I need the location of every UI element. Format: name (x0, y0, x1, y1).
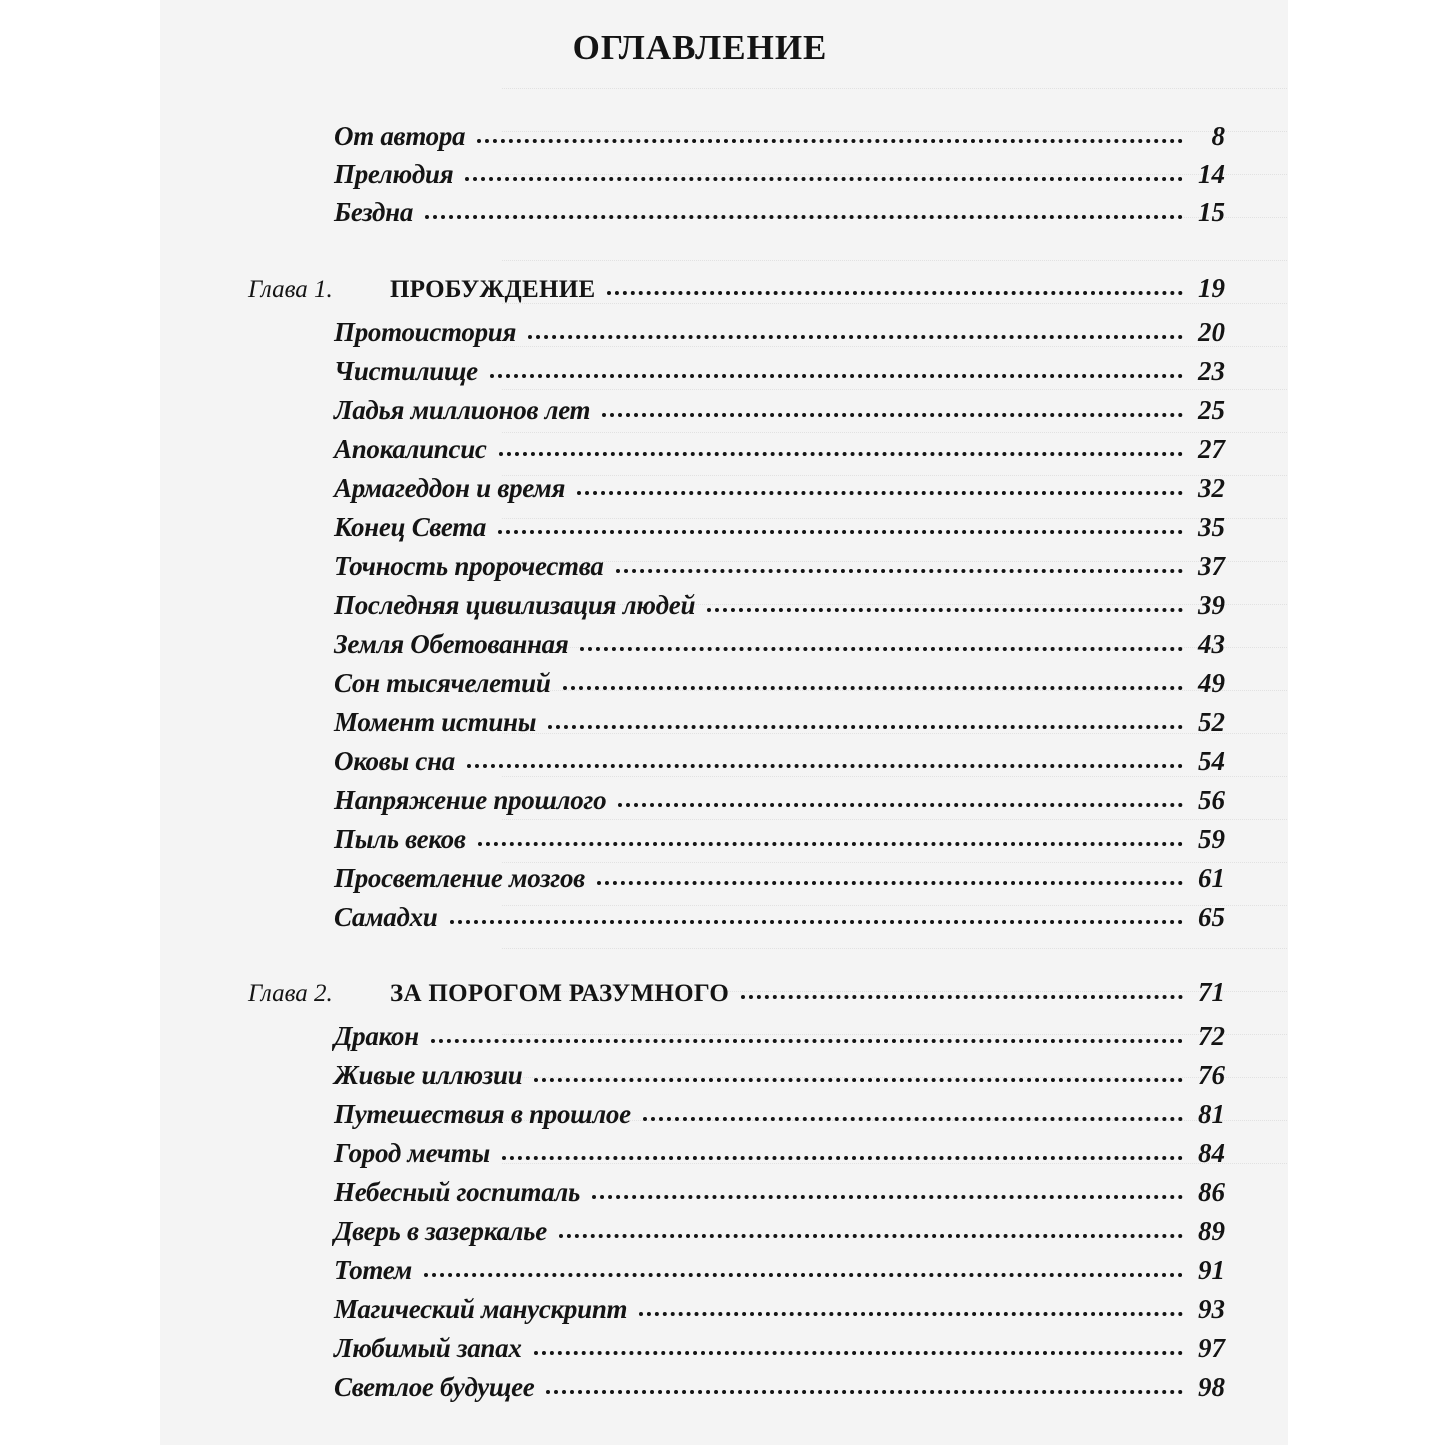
toc-entry-page: 56 (1198, 785, 1225, 815)
toc-entry (334, 1099, 1225, 1135)
toc-entry-label: Путешествия в прошлое (334, 1099, 631, 1129)
toc-entry-page: 43 (1198, 629, 1225, 659)
toc-entry-label: Последняя цивилизация людей (334, 590, 696, 620)
leader-dots (616, 569, 1183, 573)
toc-entry (334, 395, 1225, 431)
toc-entry-page: 8 (1211, 121, 1225, 151)
toc-entry-page: 27 (1198, 434, 1225, 464)
leader-dots (597, 881, 1183, 885)
toc-entry-page: 23 (1198, 356, 1225, 386)
leader-dots (559, 1234, 1183, 1238)
toc-entry-page: 91 (1198, 1255, 1225, 1285)
toc-entry-label: Магический манускрипт (334, 1294, 628, 1324)
toc-entry-page: 89 (1198, 1216, 1225, 1246)
toc-entry-label: Сон тысячелетий (334, 668, 551, 698)
leader-dots (607, 291, 1183, 295)
toc-entry-label: Небесный госпиталь (334, 1177, 580, 1207)
toc-entry-label: Тотем (334, 1255, 412, 1285)
toc-entry-label: Любимый запах (334, 1333, 522, 1363)
toc-entry-label: Напряжение прошлого (334, 785, 607, 815)
chapter-title: ПРОБУЖДЕНИЕ (390, 276, 596, 303)
leader-dots (477, 139, 1183, 143)
leader-dots (580, 647, 1183, 651)
leader-dots (499, 452, 1183, 456)
leader-dots (431, 1039, 1183, 1043)
leader-dots (563, 686, 1183, 690)
toc-entry-page: 65 (1198, 902, 1225, 932)
toc-entry-page: 86 (1198, 1177, 1225, 1207)
toc-entry-page: 97 (1198, 1333, 1225, 1363)
toc-entry (334, 668, 1225, 704)
toc-entry (334, 1021, 1225, 1057)
leader-dots (528, 335, 1183, 339)
toc-entry-label: Конец Света (334, 512, 487, 542)
leader-dots (592, 1195, 1183, 1199)
chapter-heading (248, 977, 1225, 1013)
toc-entry-label: Дракон (334, 1021, 419, 1051)
toc-entry-page: 20 (1198, 317, 1225, 347)
chapter-number: Глава 1. (248, 276, 333, 303)
toc-entry (334, 512, 1225, 548)
toc-entry-label: Прелюдия (334, 159, 454, 189)
toc-entry-label: Дверь в зазеркалье (334, 1216, 547, 1246)
toc-entry (334, 785, 1225, 821)
toc-entry (334, 551, 1225, 587)
toc-entry (334, 1294, 1225, 1330)
toc-entry (334, 1255, 1225, 1291)
leader-dots (465, 177, 1183, 181)
toc-entry (334, 434, 1225, 470)
toc-entry (334, 317, 1225, 353)
toc-entry-page: 76 (1198, 1060, 1225, 1090)
toc-title: ОГЛАВЛЕНИЕ (572, 28, 828, 67)
toc-entry-label: Светлое будущее (334, 1372, 535, 1402)
toc-entry (334, 863, 1225, 899)
leader-dots (707, 608, 1183, 612)
toc-entry (334, 1060, 1225, 1096)
toc-entry-label: Ладья миллионов лет (334, 395, 591, 425)
chapter-number: Глава 2. (248, 980, 333, 1007)
leader-dots (643, 1117, 1183, 1121)
toc-entry-page: 52 (1198, 707, 1225, 737)
leader-dots (741, 995, 1183, 999)
leader-dots (425, 215, 1183, 219)
leader-dots (424, 1273, 1183, 1277)
toc-entry-label: От автора (334, 121, 466, 151)
toc-entry-label: Город мечты (334, 1138, 490, 1168)
leader-dots (502, 1156, 1183, 1160)
toc-entry-page: 49 (1198, 668, 1225, 698)
toc-entry-label: Живые иллюзии (334, 1060, 523, 1090)
toc-entry-page: 93 (1198, 1294, 1225, 1324)
toc-entry (334, 1216, 1225, 1252)
toc-entry (334, 159, 1225, 195)
toc-entry (334, 197, 1225, 233)
toc-entry (334, 629, 1225, 665)
toc-entry-page: 37 (1198, 551, 1225, 581)
toc-entry (334, 1333, 1225, 1369)
chapter-title: ЗА ПОРОГОМ РАЗУМНОГО (390, 980, 730, 1007)
leader-dots (639, 1312, 1183, 1316)
toc-entry-page: 39 (1198, 590, 1225, 620)
toc-entry-label: Земля Обетованная (334, 629, 569, 659)
toc-entry (334, 1138, 1225, 1174)
toc-entry-label: Апокалипсис (334, 434, 487, 464)
toc-entry-page: 15 (1198, 197, 1225, 227)
toc-entry (334, 1177, 1225, 1213)
toc-entry-page: 54 (1198, 746, 1225, 776)
toc-entry-label: Просветление мозгов (334, 863, 585, 893)
toc-entry-label: Пыль веков (334, 824, 466, 854)
toc-entry-label: Самадхи (334, 902, 438, 932)
toc-entry (334, 902, 1225, 938)
toc-entry (334, 590, 1225, 626)
leader-dots (577, 491, 1183, 495)
toc-entry-label: Бездна (334, 197, 414, 227)
leader-dots (618, 803, 1183, 807)
leader-dots (534, 1351, 1183, 1355)
leader-dots (490, 374, 1183, 378)
chapter-heading (248, 273, 1225, 309)
toc-entry (334, 121, 1225, 157)
leader-dots (548, 725, 1183, 729)
toc-entry-label: Точность пророчества (334, 551, 604, 581)
toc-entry-page: 25 (1198, 395, 1225, 425)
leader-dots (498, 530, 1183, 534)
toc-entry (334, 707, 1225, 743)
toc-entry-page: 84 (1198, 1138, 1225, 1168)
leader-dots (534, 1078, 1183, 1082)
toc-entry (334, 473, 1225, 509)
toc-entry-label: Чистилище (334, 356, 478, 386)
toc-entry-label: Протоистория (334, 317, 517, 347)
toc-entry-label: Армагеддон и время (334, 473, 566, 503)
chapter-page: 19 (1198, 273, 1225, 303)
leader-dots (602, 413, 1183, 417)
chapter-page: 71 (1198, 977, 1225, 1007)
toc-entry-page: 59 (1198, 824, 1225, 854)
book-page (160, 0, 1288, 1445)
toc-entry (334, 356, 1225, 392)
leader-dots (450, 920, 1183, 924)
toc-entry-page: 98 (1198, 1372, 1225, 1402)
toc-entry (334, 1372, 1225, 1408)
toc-entry-page: 72 (1198, 1021, 1225, 1051)
leader-dots (467, 764, 1183, 768)
toc-entry-page: 81 (1198, 1099, 1225, 1129)
toc-entry-page: 35 (1198, 512, 1225, 542)
toc-entry-label: Оковы сна (334, 746, 455, 776)
toc-entry-label: Момент истины (334, 707, 537, 737)
toc-entry-page: 32 (1198, 473, 1225, 503)
leader-dots (546, 1390, 1183, 1394)
leader-dots (478, 842, 1183, 846)
toc-entry-page: 14 (1198, 159, 1225, 189)
toc-entry-page: 61 (1198, 863, 1225, 893)
toc-entry (334, 746, 1225, 782)
toc-entry (334, 824, 1225, 860)
